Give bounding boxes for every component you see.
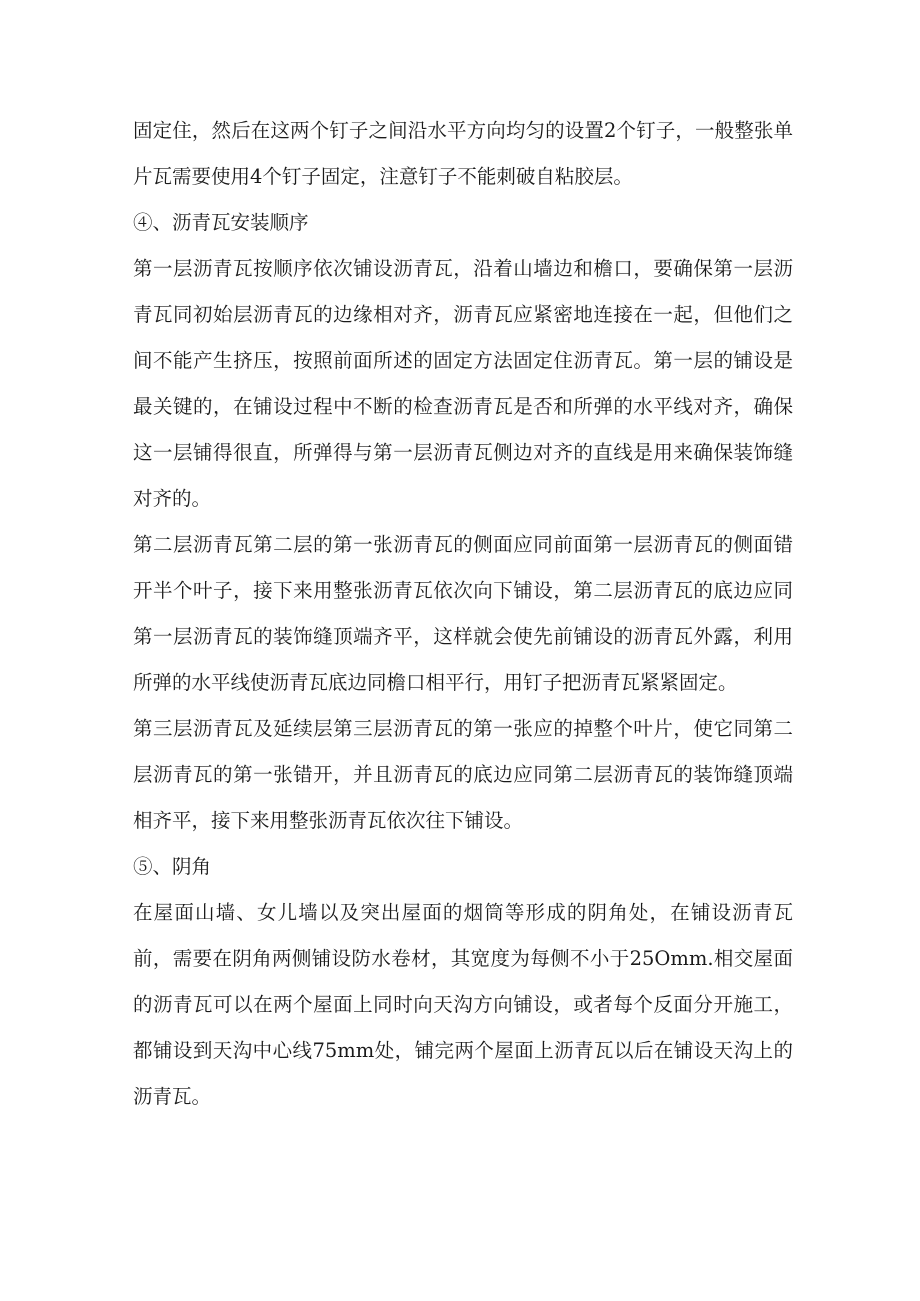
paragraph-third-layer: 第三层沥青瓦及延续层第三层沥青瓦的第一张应的掉整个叶片，使它同第二层沥青瓦的第一张错开，并且沥青瓦的底边应同第二层沥青瓦的装饰缝顶端相齐平，接下来用整张沥青瓦依次往下铺设。 xyxy=(133,717,793,832)
document-body xyxy=(133,108,793,1120)
paragraph-inside-corner: 在屋面山墙、女儿墙以及突出屋面的烟筒等形成的阴角处，在铺设沥青瓦前，需要在阴角两侧铺设防水卷材，其宽度为每侧不小于25Omm.相交屋面的沥青瓦可以在两个屋面上同时向天沟方向铺设，或者每个反面分开施工，都铺设到天沟中心线75mm处，铺完两个屋面上沥青瓦以后在铺设天沟上的沥青瓦。 xyxy=(133,901,793,1108)
paragraph-first-layer: 第一层沥青瓦按顺序依次铺设沥青瓦，沿着山墙边和檐口，要确保第一层沥青瓦同初始层沥青瓦的边缘相对齐，沥青瓦应紧密地连接在一起，但他们之间不能产生挤压，按照前面所述的固定方法固定住沥青瓦。第一层的铺设是最关键的，在铺设过程中不断的检查沥青瓦是否和所弹的水平线对齐，确保这一层铺得很直，所弹得与第一层沥青瓦侧边对齐的直线是用来确保装饰缝对齐的。 xyxy=(133,257,793,510)
heading-installation-order: ④、沥青瓦安装顺序 xyxy=(133,211,309,234)
paragraph-second-layer: 第二层沥青瓦第二层的第一张沥青瓦的侧面应同前面第一层沥青瓦的侧面错开半个叶子，接下来用整张沥青瓦依次向下铺设，第二层沥青瓦的底边应同第一层沥青瓦的装饰缝顶端齐平，这样就会使先前铺设的沥青瓦外露，利用所弹的水平线使沥青瓦底边同檐口相平行，用钉子把沥青瓦紧紧固定。 xyxy=(133,533,793,694)
paragraph-nail-fixing: 固定住，然后在这两个钉子之间沿水平方向均匀的设置2个钉子，一般整张单片瓦需要使用4个钉子固定，注意钉子不能刺破自粘胶层。 xyxy=(133,119,793,188)
heading-inside-corner: ⑤、阴角 xyxy=(133,855,212,878)
